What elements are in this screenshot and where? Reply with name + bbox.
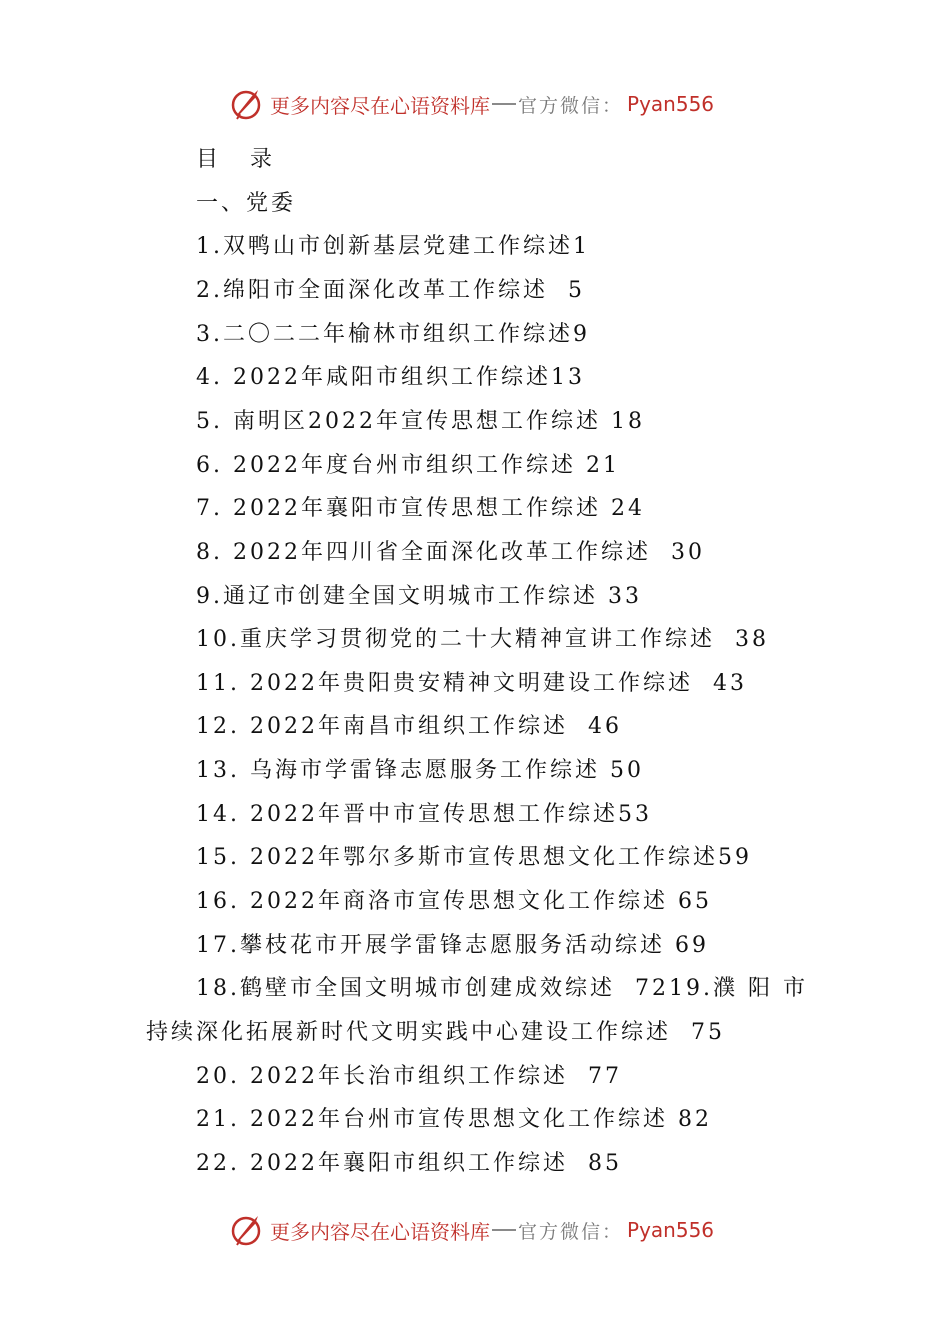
toc-heading [196,145,278,175]
toc-entry[interactable] [196,320,590,350]
toc-entry[interactable] [196,494,645,524]
toc-entry[interactable] [196,582,642,612]
toc-entry[interactable] [196,756,644,786]
toc-entry-text: 16. 2022年商洛市宣传思想文化工作综述 65 [196,889,712,914]
toc-entry-text: 持续深化拓展新时代文明实践中心建设工作综述 75 [146,1020,725,1045]
toc-entry-text: 1.双鸭山市创新基层党建工作综述1 [196,234,590,259]
toc-entry[interactable] [196,1149,622,1179]
toc-entry[interactable] [196,451,620,481]
toc-entry-text: 20. 2022年长治市组织工作综述 77 [196,1064,622,1089]
toc-entry[interactable] [196,712,622,742]
header-banner [228,84,714,124]
quill-pen-circle-icon [228,86,264,122]
divider-dash [492,1229,516,1231]
footer-banner [228,1210,714,1250]
toc-entry-text: 6. 2022年度台州市组织工作综述 21 [196,453,620,478]
wechat-id: Pyan556 [627,1218,715,1242]
toc-entry-text: 14. 2022年晋中市宣传思想工作综述53 [196,802,652,827]
toc-entry-text: 4. 2022年咸阳市组织工作综述13 [196,365,585,390]
toc-entry-text: 10.重庆学习贯彻党的二十大精神宣讲工作综述 38 [196,627,769,652]
toc-entry[interactable] [196,931,709,961]
toc-entry-text: 21. 2022年台州市宣传思想文化工作综述 82 [196,1107,712,1132]
toc-entry-text: 3.二〇二二年榆林市组织工作综述9 [196,322,590,347]
toc-entry[interactable] [196,1105,712,1135]
toc-heading-text: 目 录 [196,147,278,172]
toc-entry[interactable] [196,232,590,262]
quill-pen-circle-icon [228,1212,264,1248]
toc-section-text: 一、党委 [196,191,297,216]
official-wechat-label: 官方微信： [518,1220,624,1243]
toc-entry[interactable] [196,669,747,699]
toc-entry-text: 5. 南明区2022年宣传思想工作综述 18 [196,409,645,434]
toc-entry-text: 17.攀枝花市开展学雷锋志愿服务活动综述 69 [196,933,709,958]
toc-entry-text: 2.绵阳市全面深化改革工作综述 5 [196,278,585,303]
toc-entry-text: 18.鹤壁市全国文明城市创建成效综述 7219.濮 阳 市 [196,976,808,1001]
toc-entry-text: 22. 2022年襄阳市组织工作综述 85 [196,1151,622,1176]
brand-text: 更多内容尽在心语资料库 [270,93,490,118]
toc-entry-text: 11. 2022年贵阳贵安精神文明建设工作综述 43 [196,671,747,696]
toc-entry-text: 13. 乌海市学雷锋志愿服务工作综述 50 [196,758,644,783]
toc-entry[interactable] [196,363,585,393]
wechat-id: Pyan556 [627,92,715,116]
toc-entry-continuation[interactable] [146,1018,725,1048]
toc-entry[interactable] [196,800,652,830]
divider-dash [492,103,516,105]
toc-entry[interactable] [196,843,752,873]
toc-section-label [196,189,296,219]
toc-entry-text: 8. 2022年四川省全面深化改革工作综述 30 [196,540,705,565]
toc-entry[interactable] [196,974,808,1004]
toc-entry-text: 9.通辽市创建全国文明城市工作综述 33 [196,584,642,609]
official-wechat-label: 官方微信： [518,94,624,117]
toc-entry-text: 7. 2022年襄阳市宣传思想工作综述 24 [196,496,645,521]
toc-entry-text: 12. 2022年南昌市组织工作综述 46 [196,714,622,739]
toc-entry[interactable] [196,625,769,655]
toc-entry[interactable] [196,407,645,437]
toc-entry-text: 15. 2022年鄂尔多斯市宣传思想文化工作综述59 [196,845,752,870]
toc-entry[interactable] [196,276,585,306]
toc-entry[interactable] [196,538,705,568]
brand-text: 更多内容尽在心语资料库 [270,1219,490,1244]
toc-entry[interactable] [196,887,712,917]
toc-entry[interactable] [196,1062,622,1092]
